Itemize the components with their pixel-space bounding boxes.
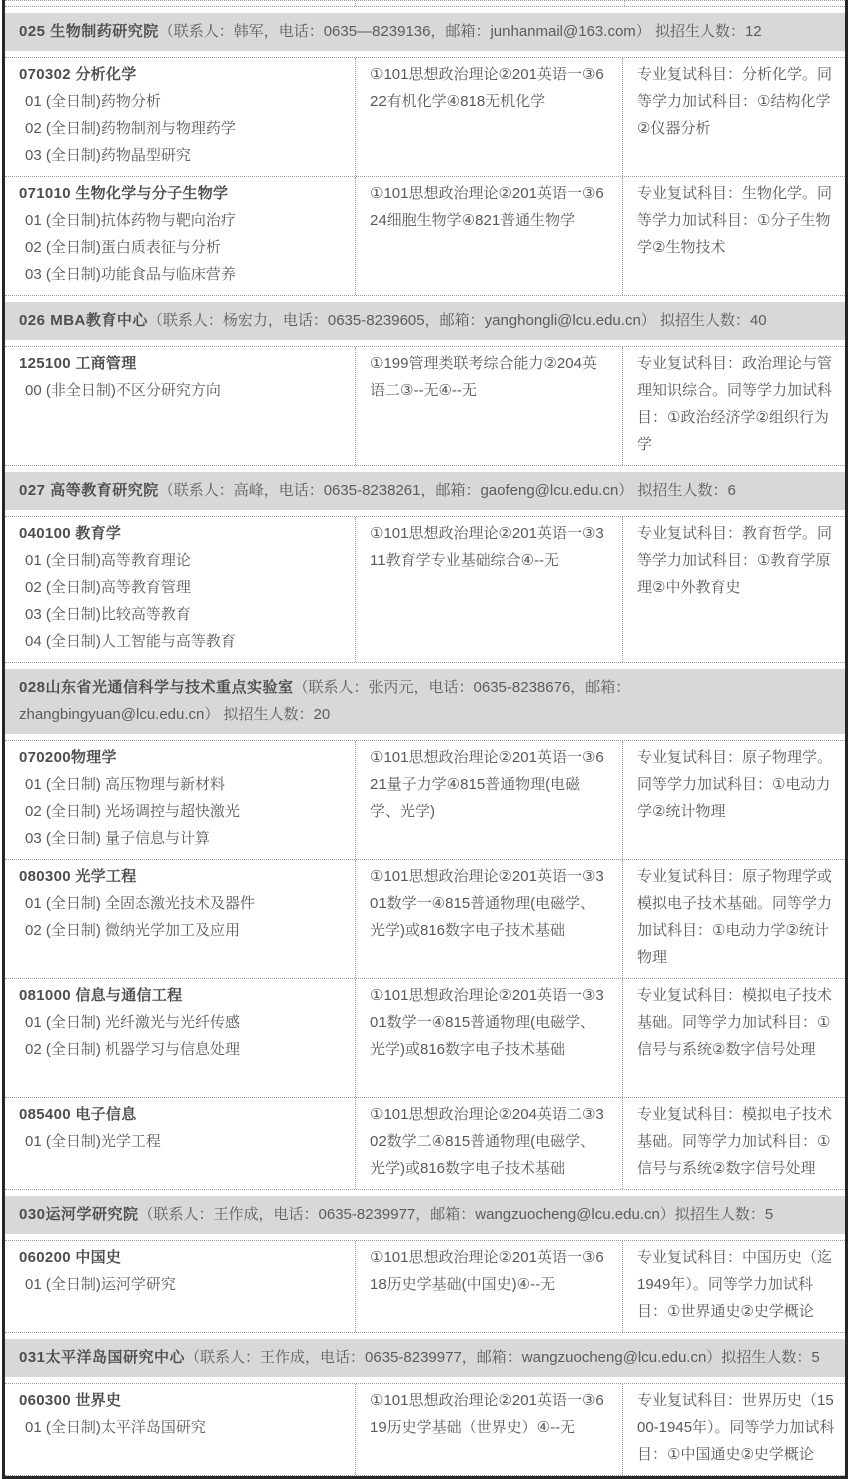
direction-item: 03 (全日制)比较高等教育 (25, 606, 191, 623)
program-code-name: 071010 生物化学与分子生物学 (19, 185, 229, 202)
exam-subjects-cell (355, 741, 623, 859)
program-directions-cell (5, 177, 355, 295)
direction-item: 01 (全日制)太平洋岛国研究 (25, 1419, 206, 1436)
direction-item: 01 (全日制)光学工程 (25, 1133, 161, 1150)
program-code-name: 070200物理学 (19, 749, 117, 766)
program-code-name: 125100 工商管理 (19, 355, 137, 372)
direction-item: 01 (全日制) 光纤激光与光纤传感 (25, 1014, 241, 1031)
direction-item: 02 (全日制) 微纳光学加工及应用 (25, 922, 241, 939)
department-header-band (5, 302, 845, 340)
department-title: 028山东省光通信科学与技术重点实验室 (19, 679, 294, 696)
retest-subjects-text: 专业复试科目：政治理论与管理知识综合。同等学力加试科目：①政治经济学②组织行为学 (637, 355, 833, 453)
retest-subjects-cell (623, 347, 845, 465)
program-directions-cell (5, 1384, 355, 1475)
direction-item: 01 (全日制)运河学研究 (25, 1276, 176, 1293)
retest-subjects-cell (623, 1384, 845, 1475)
department-header-line (19, 307, 831, 334)
program-code-name: 060300 世界史 (19, 1392, 122, 1409)
direction-item: 02 (全日制) 光场调控与超快激光 (25, 803, 241, 820)
department-header-line (19, 1344, 831, 1371)
exam-subjects-text: ①101思想政治理论②201英语一③621量子力学④815普通物理(电磁学、光学) (370, 749, 604, 820)
program-row (5, 979, 845, 1098)
retest-subjects-text: 专业复试科目：原子物理学。同等学力加试科目：①电动力学②统计物理 (637, 749, 833, 820)
department-contact-info-line2: zhangbingyuan@lcu.edu.cn） 拟招生人数：20 (19, 706, 331, 723)
cut-off-cell (625, 1, 845, 6)
retest-subjects-text: 专业复试科目：生物化学。同等学力加试科目：①分子生物学②生物技术 (637, 185, 833, 256)
exam-subjects-text: ①101思想政治理论②201英语一③311教育学专业基础综合④--无 (370, 525, 604, 569)
direction-item: 03 (全日制)药物晶型研究 (25, 147, 191, 164)
department-header-band (5, 472, 845, 510)
program-code-name: 080300 光学工程 (19, 868, 137, 885)
admissions-table (2, 0, 848, 1479)
direction-item: 01 (全日制)高等教育理论 (25, 552, 191, 569)
direction-item: 01 (全日制) 高压物理与新材料 (25, 776, 226, 793)
retest-subjects-text: 专业复试科目：模拟电子技术基础。同等学力加试科目：①信号与系统②数字信号处理 (637, 987, 833, 1058)
retest-subjects-cell (623, 860, 845, 978)
exam-subjects-cell (355, 517, 623, 662)
retest-subjects-text: 专业复试科目：中国历史（迄1949年）。同等学力加试科目：①世界通史②史学概论 (637, 1249, 833, 1320)
department-title: 030运河学研究院 (19, 1206, 139, 1223)
exam-subjects-text: ①101思想政治理论②201英语一③624细胞生物学④821普通生物学 (370, 185, 604, 229)
retest-subjects-text: 专业复试科目：教育哲学。同等学力加试科目：①教育学原理②中外教育史 (637, 525, 833, 596)
exam-subjects-text: ①199管理类联考综合能力②204英语二③--无④--无 (370, 355, 597, 399)
program-row (5, 177, 845, 296)
direction-item: 04 (全日制)人工智能与高等教育 (25, 633, 236, 650)
department-title: 025 生物制药研究院 (19, 23, 159, 40)
exam-subjects-text: ①101思想政治理论②201英语一③301数学一④815普通物理(电磁学、光学)或816数字电子技术基础 (370, 987, 604, 1058)
department-title: 027 高等教育研究院 (19, 482, 159, 499)
retest-subjects-text: 专业复试科目：原子物理学或模拟电子技术基础。同等学力加试科目：①电动力学②统计物理 (637, 868, 833, 966)
exam-subjects-text: ①101思想政治理论②201英语一③301数学一④815普通物理(电磁学、光学)或816数字电子技术基础 (370, 868, 604, 939)
department-header-line (19, 18, 831, 45)
department-contact-info: （联系人：杨宏力，电话：0635-8239605，邮箱：yanghongli@lcu.edu.cn） 拟招生人数：40 (147, 312, 767, 329)
program-directions-cell (5, 741, 355, 859)
exam-subjects-cell (355, 347, 623, 465)
program-directions-cell (5, 58, 355, 176)
exam-subjects-cell (355, 979, 623, 1097)
exam-subjects-cell (355, 860, 623, 978)
program-directions-cell (5, 1098, 355, 1189)
direction-item: 02 (全日制)药物制剂与物理药学 (25, 120, 236, 137)
direction-item: 00 (非全日制)不区分研究方向 (25, 382, 221, 399)
direction-item: 01 (全日制)药物分析 (25, 93, 161, 110)
program-row (5, 516, 845, 663)
exam-subjects-cell (355, 1384, 623, 1475)
program-directions-cell (5, 347, 355, 465)
retest-subjects-cell (623, 58, 845, 176)
department-contact-info: （联系人：高峰，电话：0635-8238261，邮箱：gaofeng@lcu.edu.cn） 拟招生人数：6 (158, 482, 736, 499)
program-directions-cell (5, 860, 355, 978)
department-title: 031太平洋岛国研究中心 (19, 1349, 186, 1366)
cut-off-row-sliver (5, 0, 845, 7)
exam-subjects-text: ①101思想政治理论②201英语一③622有机化学④818无机化学 (370, 66, 604, 110)
program-code-name: 070302 分析化学 (19, 66, 137, 83)
program-row (5, 860, 845, 979)
direction-item: 03 (全日制)功能食品与临床营养 (25, 266, 236, 283)
exam-subjects-cell (355, 1098, 623, 1189)
retest-subjects-cell (623, 517, 845, 662)
exam-subjects-text: ①101思想政治理论②201英语一③619历史学基础（世界史）④--无 (370, 1392, 604, 1436)
exam-subjects-text: ①101思想政治理论②201英语一③618历史学基础(中国史)④--无 (370, 1249, 604, 1293)
department-title: 026 MBA教育中心 (19, 312, 148, 329)
retest-subjects-cell (623, 177, 845, 295)
cut-off-cell (355, 1, 625, 6)
program-row (5, 1383, 845, 1476)
program-directions-cell (5, 979, 355, 1097)
retest-subjects-cell (623, 1241, 845, 1332)
spacer (19, 1063, 345, 1090)
program-code-name: 085400 电子信息 (19, 1106, 137, 1123)
program-row (5, 57, 845, 177)
department-header-line (19, 674, 831, 701)
direction-item: 03 (全日制) 量子信息与计算 (25, 830, 211, 847)
program-row (5, 740, 845, 860)
direction-item: 02 (全日制)蛋白质表征与分析 (25, 239, 221, 256)
program-directions-cell (5, 517, 355, 662)
department-header-band (5, 1196, 845, 1234)
department-header-band (5, 13, 845, 51)
retest-subjects-text: 专业复试科目：模拟电子技术基础。同等学力加试科目：①信号与系统②数字信号处理 (637, 1106, 833, 1177)
cut-off-cell (5, 1, 355, 6)
department-contact-info: （联系人：韩军，电话：0635—8239136，邮箱：junhanmail@163.com） 拟招生人数：12 (158, 23, 762, 40)
exam-subjects-cell (355, 177, 623, 295)
direction-item: 01 (全日制) 全固态激光技术及器件 (25, 895, 256, 912)
exam-subjects-cell (355, 58, 623, 176)
program-directions-cell (5, 1241, 355, 1332)
program-row (5, 346, 845, 466)
retest-subjects-cell (623, 979, 845, 1097)
department-header-line (19, 1201, 831, 1228)
exam-subjects-text: ①101思想政治理论②204英语二③302数学二④815普通物理(电磁学、光学)或816数字电子技术基础 (370, 1106, 604, 1177)
program-code-name: 081000 信息与通信工程 (19, 987, 183, 1004)
department-contact-info: （联系人：王作成，电话：0635-8239977，邮箱：wangzuocheng@lcu.edu.cn）拟招生人数：5 (185, 1349, 820, 1366)
retest-subjects-text: 专业复试科目：分析化学。同等学力加试科目：①结构化学②仪器分析 (637, 66, 833, 137)
program-code-name: 060200 中国史 (19, 1249, 122, 1266)
retest-subjects-cell (623, 741, 845, 859)
retest-subjects-cell (623, 1098, 845, 1189)
program-row (5, 1098, 845, 1190)
retest-subjects-text: 专业复试科目：世界历史（1500-1945年）。同等学力加试科目：①中国通史②史学概论 (637, 1392, 835, 1463)
department-header-band (5, 669, 845, 734)
department-header-line (19, 477, 831, 504)
direction-item: 02 (全日制)高等教育管理 (25, 579, 191, 596)
direction-item: 01 (全日制)抗体药物与靶向治疗 (25, 212, 236, 229)
department-header-band (5, 1339, 845, 1377)
program-row (5, 1240, 845, 1333)
department-contact-info: （联系人：王作成，电话：0635-8239977，邮箱：wangzuocheng@lcu.edu.cn）拟招生人数：5 (138, 1206, 774, 1223)
direction-item: 02 (全日制) 机器学习与信息处理 (25, 1041, 241, 1058)
exam-subjects-cell (355, 1241, 623, 1332)
program-code-name: 040100 教育学 (19, 525, 122, 542)
department-contact-info: （联系人：张丙元，电话：0635-8238676，邮箱： (293, 679, 631, 696)
